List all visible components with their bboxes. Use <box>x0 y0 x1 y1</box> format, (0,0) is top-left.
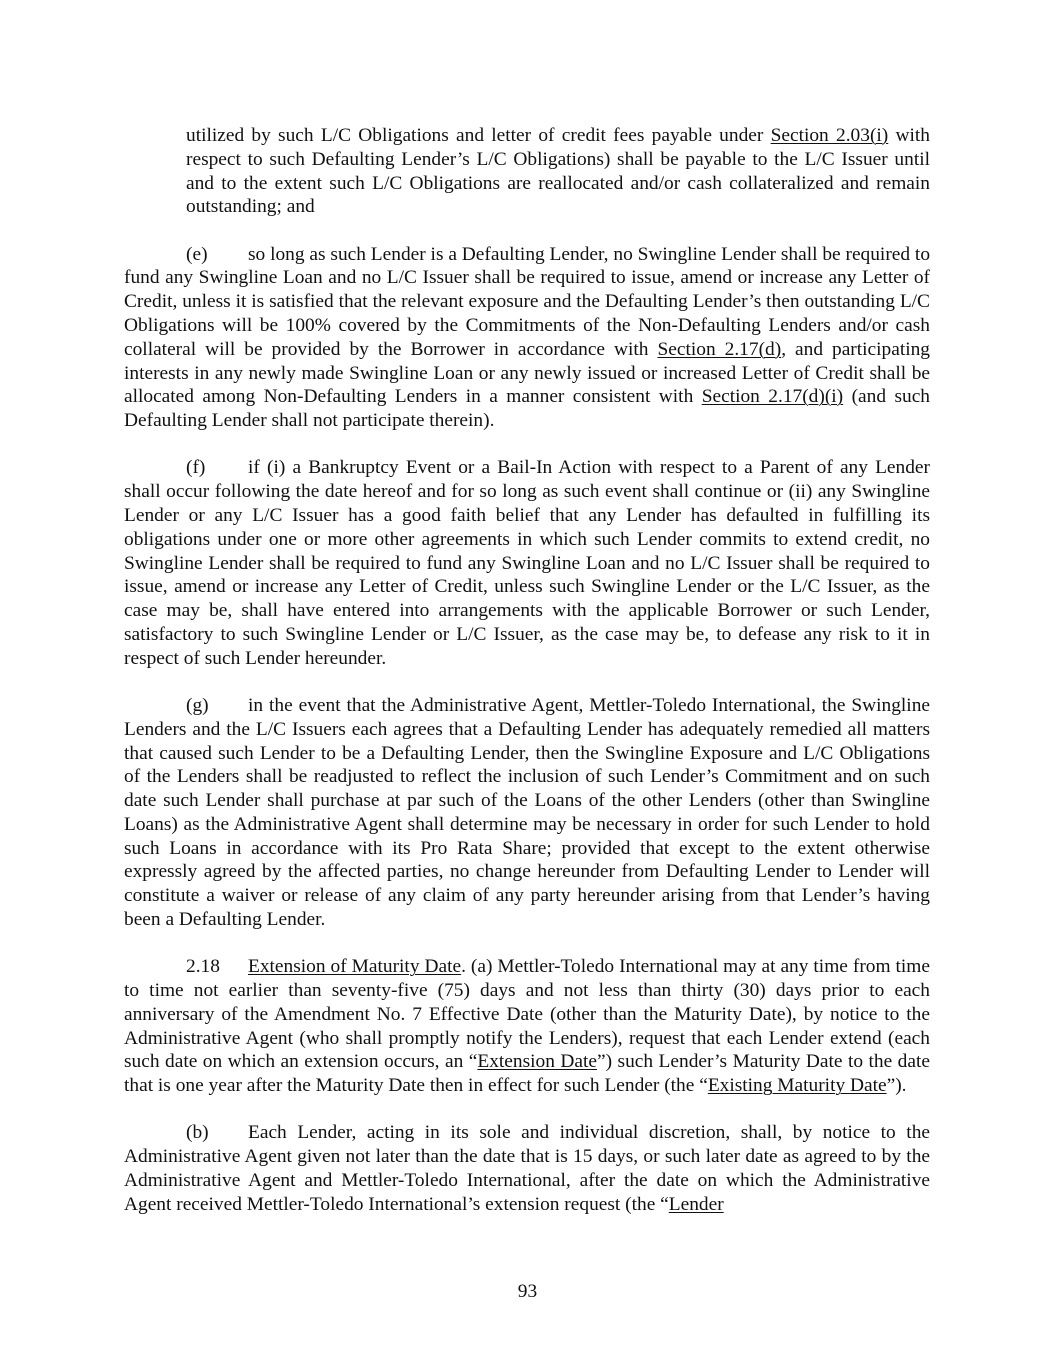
paragraph-continuation <box>186 124 930 219</box>
paragraph-b <box>124 1121 930 1216</box>
text-run: (and such Defaulting Lender shall not participate therein). <box>124 386 930 432</box>
clause-label: (e) <box>186 243 208 265</box>
text-run: ”). <box>886 1075 907 1097</box>
clause-label: (b) <box>186 1122 209 1144</box>
section-number: 2.18 <box>186 956 220 978</box>
section-2-18 <box>124 955 930 1098</box>
section-reference: Section 2.17(d) <box>657 338 782 360</box>
text-run: with respect to such Defaulting Lender’s L/C Obligations) shall be payable to the L/C Issuer until and to the extent such L/C Obligations are reallocated and/or cash collateralized and remain outstanding; and <box>186 125 930 218</box>
document-body <box>124 124 930 1240</box>
section-heading: Extension of Maturity Date <box>248 956 462 978</box>
paragraph-f <box>124 456 930 670</box>
paragraph-g <box>124 694 930 932</box>
defined-term: Existing Maturity Date <box>707 1075 887 1097</box>
paragraph-e <box>124 243 930 433</box>
clause-label: (g) <box>186 694 209 716</box>
clause-label: (f) <box>186 457 206 479</box>
text-run: . (a) Mettler-Toledo International may at any time from time to time not earlier than seventy-five (75) days and not less than thirty (30) days prior to each anniversary of the Amendment No. 7 Effective Date (other than the Maturity Date), by notice to the Administrative Agent (who shall promptly notify the Lenders), request that each Lender extend (each such date on which an extension occurs, an “ <box>124 956 930 1073</box>
text-run: so long as such Lender is a Defaulting Lender, no Swingline Lender shall be required to fund any Swingline Loan and no L/C Issuer shall be required to issue, amend or increase any Letter of Credit, unless it is satisfied that the relevant exposure and the Defaulting Lender’s then outstanding L/C Obligations will be 100% covered by the Commitments of the Non-Defaulting Lenders and/or cash collateral will be provided by the Borrower in accordance with <box>124 243 931 360</box>
text-run: , and participating interests in any newly made Swingline Loan or any newly issued or increased Letter of Credit shall be allocated among Non-Defaulting Lenders in a manner consistent with <box>124 338 930 408</box>
defined-term: Lender <box>668 1193 724 1215</box>
defined-term: Extension Date <box>477 1051 597 1073</box>
text-run: ”) such Lender’s Maturity Date to the date that is one year after the Maturity Date then in effect for such Lender (the “ <box>124 1051 930 1097</box>
text-run: Each Lender, acting in its sole and individual discretion, shall, by notice to the Administrative Agent given not later than the date that is 15 days, or such later date as agreed to by the Administrative Agent and Mettler-Toledo International, after the date on which the Administrative Agent received Mettler-Toledo International’s extension request (the “ <box>124 1122 930 1215</box>
text-run: if (i) a Bankruptcy Event or a Bail-In Action with respect to a Parent of any Lender shall occur following the date hereof and for so long as such event shall continue or (ii) any Swingline Lender or any L/C Issuer has a good faith belief that any Lender has defaulted in fulfilling its obligations under one or more other agreements in which such Lender commits to extend credit, no Swingline Lender shall be required to fund any Swingline Loan and no L/C Issuer shall be required to issue, amend or increase any Letter of Credit, unless such Swingline Lender or the L/C Issuer, as the case may be, shall have entered into arrangements with the applicable Borrower or such Lender, satisfactory to such Swingline Lender or L/C Issuer, as the case may be, to defease any risk to it in respect of such Lender hereunder. <box>124 457 930 669</box>
text-run: in the event that the Administrative Agent, Mettler-Toledo International, the Swingline Lenders and the L/C Issuers each agrees that a Defaulting Lender has adequately remedied all matters that caused such Lender to be a Defaulting Lender, then the Swingline Exposure and L/C Obligations of the Lenders shall be readjusted to reflect the inclusion of such Lender’s Commitment and on such date such Lender shall purchase at par such of the Loans of the other Lenders (other than Swingline Loans) as the Administrative Agent shall determine may be necessary in order for such Lender to hold such Loans in accordance with its Pro Rata Share; provided that except to the extent otherwise expressly agreed by the affected parties, no change hereunder from Defaulting Lender to Lender will constitute a waiver or release of any claim of any party hereunder arising from that Lender’s having been a Defaulting Lender. <box>124 694 930 931</box>
section-reference: Section 2.17(d)(i) <box>701 386 844 408</box>
text-run: utilized by such L/C Obligations and letter of credit fees payable under <box>186 125 771 146</box>
section-reference: Section 2.03(i) <box>770 125 889 146</box>
page-number: 93 <box>517 1281 538 1302</box>
